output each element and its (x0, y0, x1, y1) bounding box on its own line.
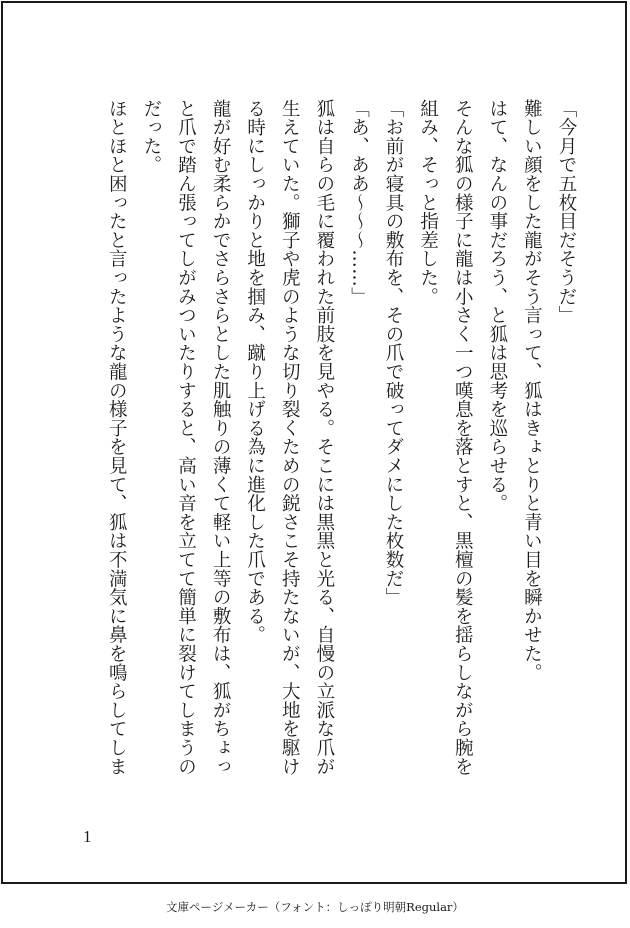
text-line: 難しい顔をした龍がそう言って、狐はきょとりと青い目を瞬かせた。 (521, 99, 543, 682)
footer-caption: 文庫ページメーカー（フォント：しっぽり明朝Regular） (166, 900, 464, 914)
text-line: そんな狐の様子に龍は小さく一つ嘆息を落とすと、黒檀の髪を揺らしながら腕を (452, 99, 474, 776)
text-line: 「今月で五枚目だそうだ」 (556, 99, 577, 325)
text-line: 龍が好む柔らかでさらさらとした肌触りの薄くて軽い上等の敷布は、狐がちょっ (210, 99, 232, 776)
text-line: る時にしっかりと地を掴み、蹴り上げる為に進化した爪である。 (244, 99, 266, 645)
page-frame (1, 1, 627, 884)
text-line: と爪で踏ん張ってしがみついたりすると、高い音を立てて簡単に裂けてしまうの (175, 99, 197, 776)
text-line: 「お前が寝具の敷布を、その爪で破ってダメにした枚数だ」 (383, 99, 405, 607)
text-line: 「あ、ああ〜〜〜……」 (348, 99, 370, 306)
text-line: だった。 (140, 99, 162, 175)
text-line: 狐は自らの毛に覆われた前肢を見やる。そこには黒黒と光る、自慢の立派な爪が (313, 99, 335, 776)
text-line: 組み、そっと指差した。 (417, 99, 439, 306)
text-line: はて、なんの事だろう、と狐は思考を巡らせる。 (486, 99, 508, 513)
vertical-text-body (99, 99, 583, 785)
text-line: ほとほと困ったと言ったような龍の様子を見て、狐は不満気に鼻を鳴らしてしま (106, 99, 128, 776)
text-line: 生えていた。獅子や虎のような切り裂くための鋭さこそ持たないが、大地を駆け (279, 99, 301, 776)
page-number: 1 (83, 827, 92, 846)
